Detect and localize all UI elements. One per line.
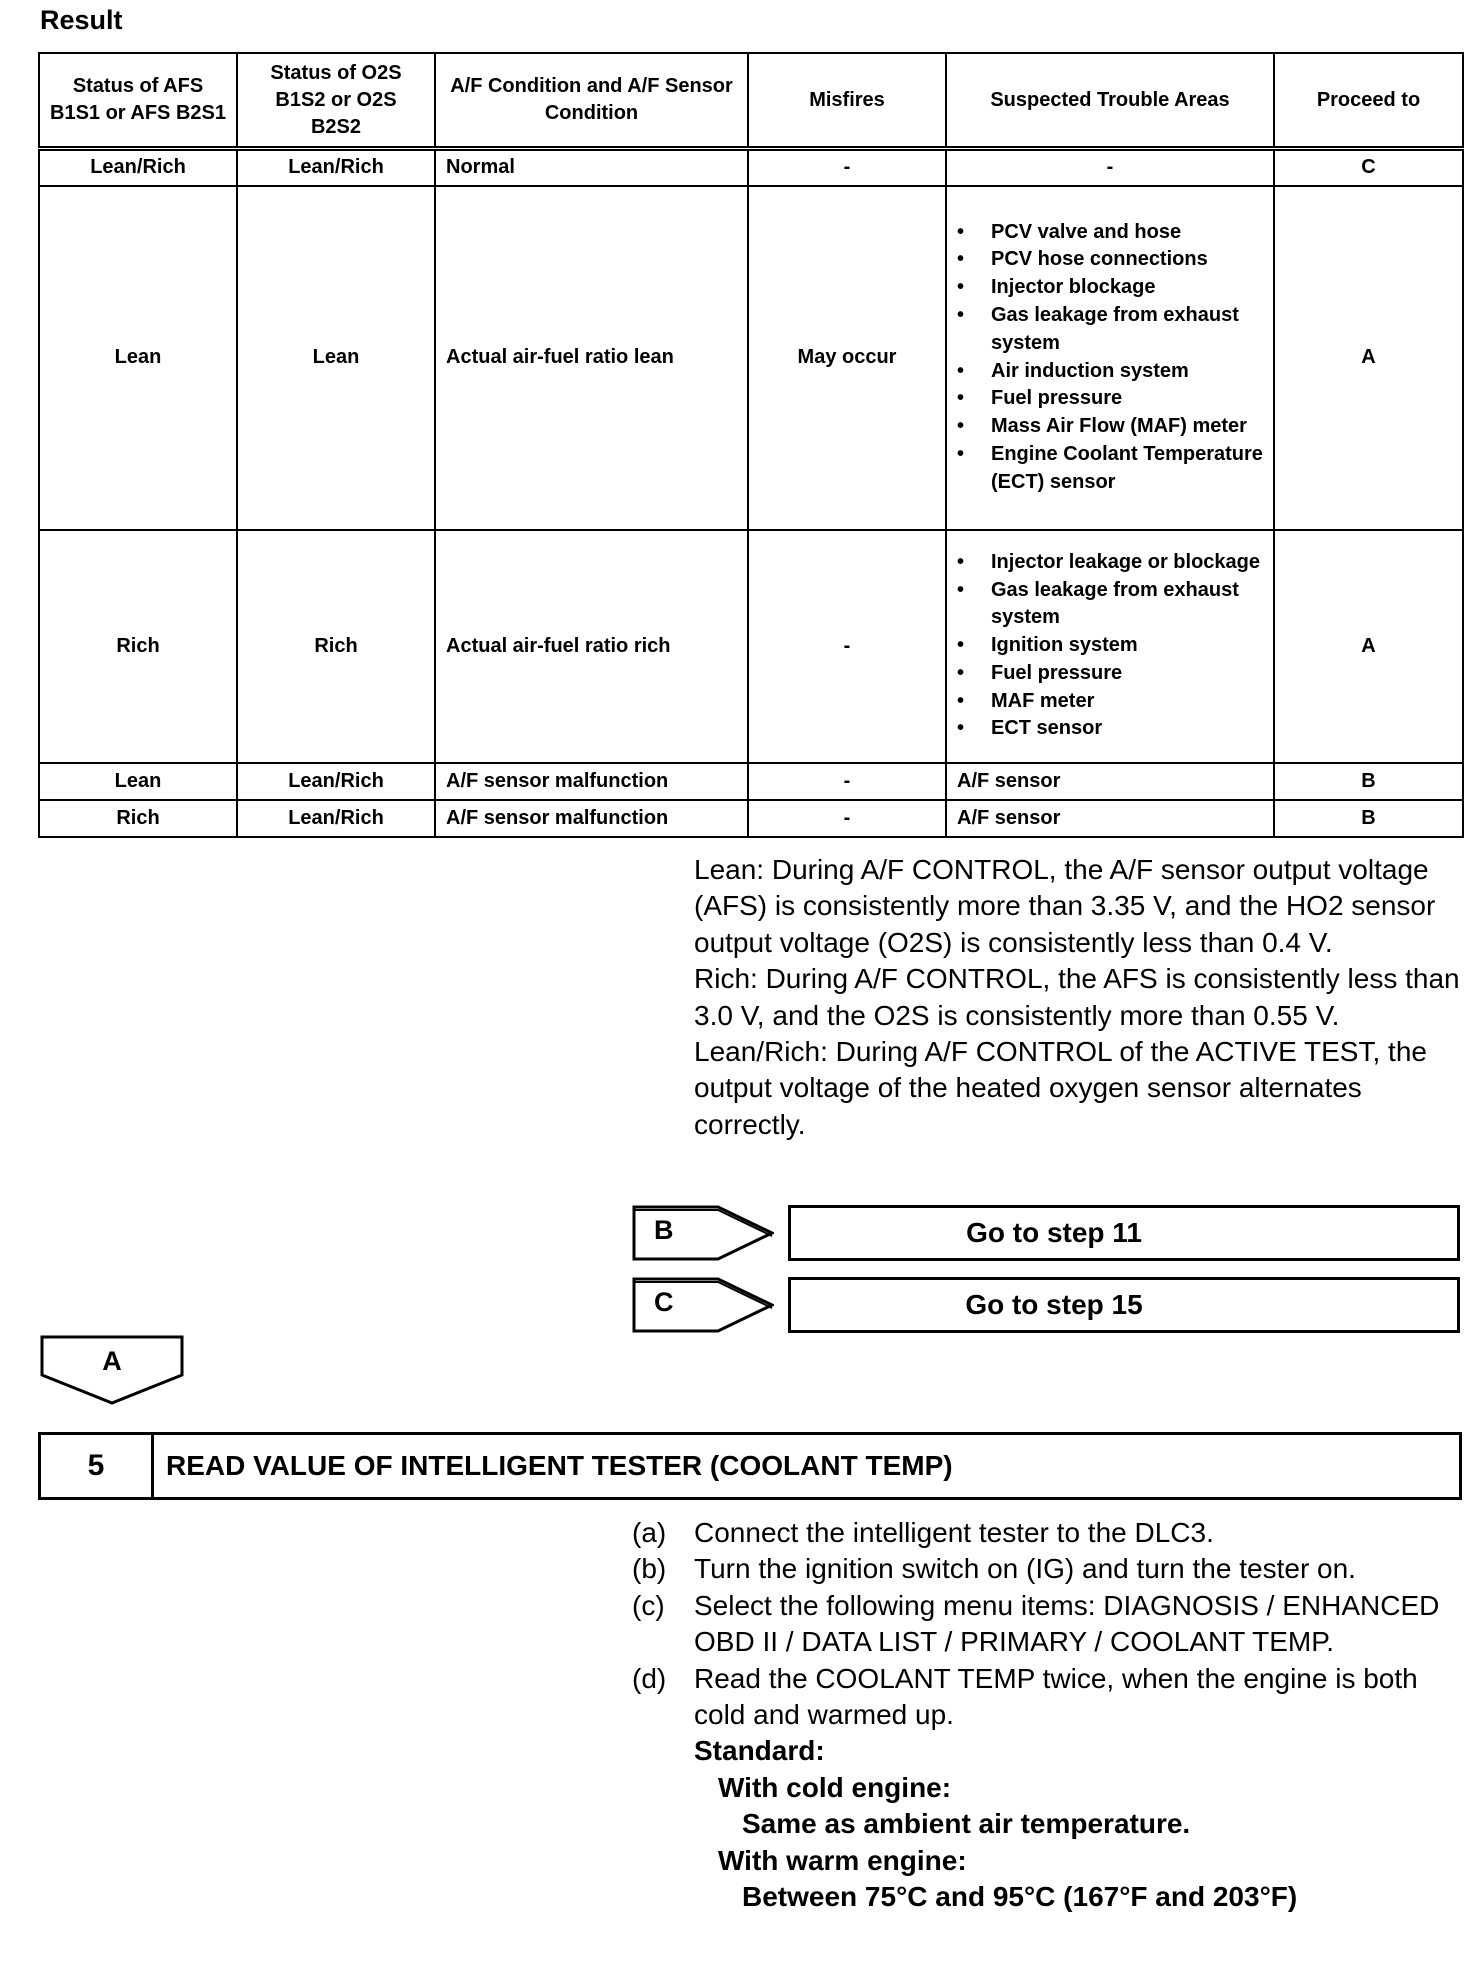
step-header [38,1432,1462,1500]
list-item: • Air induction system [991,358,1263,386]
cell-o2s: Lean/Rich [237,800,435,837]
step-instructions [632,1515,1462,1915]
cell-afs: Lean/Rich [39,149,237,186]
list-item [632,1515,1462,1551]
list-item [632,1661,1462,1734]
list-item: • Injector leakage or blockage [991,549,1263,577]
warm-engine-label: With warm engine: [718,1844,967,1876]
cell-afs: Rich [39,530,237,763]
list-item: • Gas leakage from exhaust system [991,577,1263,633]
col-header-afs: Status of AFS B1S1 or AFS B2S1 [39,53,237,149]
item-text: Select the following menu items: DIAGNOSIS / ENHANCED OBD II / DATA LIST / PRIMARY / COOLANT TEMP. [694,1589,1440,1658]
branch-tag-label: C [654,1287,674,1317]
note-lean-rich: Lean/Rich: During A/F CONTROL of the ACTIVE TEST, the output voltage of the heated oxygen sensor alternates correctly. [694,1036,1427,1140]
goto-step-15-box[interactable]: Go to step 15 [788,1277,1460,1333]
table-row [39,149,1463,186]
list-item [632,1588,1462,1661]
continue-tag-label: A [102,1346,122,1376]
table-header-row [39,53,1463,149]
result-table [38,52,1464,838]
cell-areas: - [946,149,1274,186]
status-notes [694,852,1464,1143]
table-row [39,186,1463,530]
table-row [39,800,1463,837]
cell-condition: A/F sensor malfunction [435,800,748,837]
areas-list [957,549,1263,744]
list-item: • Fuel pressure [991,660,1263,688]
list-item [632,1551,1462,1587]
note-rich: Rich: During A/F CONTROL, the AFS is consistently less than 3.0 V, and the O2S is consistently more than 0.55 V. [694,963,1460,1031]
note-lean: Lean: During A/F CONTROL, the A/F sensor output voltage (AFS) is consistently more than 3.35 V, and the HO2 sensor output voltage (O2S) is consistently less than 0.4 V. [694,854,1436,958]
cell-proceed: A [1274,186,1463,530]
cell-proceed: C [1274,149,1463,186]
cell-proceed: B [1274,800,1463,837]
cell-o2s: Lean/Rich [237,763,435,800]
cell-misfires: - [748,763,946,800]
cell-proceed: B [1274,763,1463,800]
cold-engine-value: Same as ambient air temperature. [742,1808,1191,1840]
cell-afs: Lean [39,186,237,530]
step-number: 5 [41,1435,154,1497]
list-item: • PCV hose connections [991,246,1263,274]
cell-o2s: Rich [237,530,435,763]
cell-misfires: - [748,149,946,186]
list-item: • Fuel pressure [991,385,1263,413]
list-item: • MAF meter [991,688,1263,716]
cell-areas [946,186,1274,530]
cell-misfires: - [748,530,946,763]
item-text: Connect the intelligent tester to the DLC3. [694,1517,1214,1548]
cell-condition: Actual air-fuel ratio lean [435,186,748,530]
item-label: (b) [632,1553,667,1585]
continue-tag-a[interactable] [40,1335,184,1407]
list-item: • PCV valve and hose [991,219,1263,247]
cold-engine-label: With cold engine: [718,1771,952,1803]
item-label: (a) [632,1517,667,1548]
step-title: READ VALUE OF INTELLIGENT TESTER (COOLANT TEMP) [166,1450,953,1481]
list-item: • Mass Air Flow (MAF) meter [991,413,1263,441]
list-item: • Gas leakage from exhaust system [991,302,1263,358]
warm-engine-value: Between 75°C and 95°C (167°F and 203°F) [742,1881,1298,1913]
cell-afs: Lean [39,763,237,800]
item-text: Turn the ignition switch on (IG) and turn the tester on. [694,1553,1356,1585]
goto-step-11-box[interactable]: Go to step 11 [788,1205,1460,1261]
cell-areas: A/F sensor [946,800,1274,837]
table-row [39,530,1463,763]
branch-tag-label: B [654,1215,674,1245]
cell-o2s: Lean/Rich [237,149,435,186]
col-header-areas: Suspected Trouble Areas [946,53,1274,149]
cell-afs: Rich [39,800,237,837]
areas-list [957,219,1263,497]
cell-o2s: Lean [237,186,435,530]
cell-condition: Actual air-fuel ratio rich [435,530,748,763]
cell-condition: A/F sensor malfunction [435,763,748,800]
standard-block [694,1733,1462,1915]
branch-tag-c[interactable] [632,1277,774,1333]
cell-condition: Normal [435,149,748,186]
item-label: (c) [632,1589,665,1621]
item-text: Read the COOLANT TEMP twice, when the engine is both cold and warmed up. [694,1662,1418,1731]
col-header-proceed: Proceed to [1274,53,1463,149]
cell-misfires: May occur [748,186,946,530]
col-header-misfires: Misfires [748,53,946,149]
table-row [39,763,1463,800]
cell-proceed: A [1274,530,1463,763]
cell-areas: A/F sensor [946,763,1274,800]
list-item: • Injector blockage [991,274,1263,302]
col-header-condition: A/F Condition and A/F Sensor Condition [435,53,748,149]
branch-tag-b[interactable] [632,1205,774,1261]
list-item: • ECT sensor [991,715,1263,743]
list-item: • Engine Coolant Temperature (ECT) sensor [991,441,1263,497]
cell-areas [946,530,1274,763]
cell-misfires: - [748,800,946,837]
standard-heading: Standard: [694,1735,825,1767]
list-item: • Ignition system [991,632,1263,660]
col-header-o2s: Status of O2S B1S2 or O2S B2S2 [237,53,435,149]
result-heading: Result [40,5,123,35]
item-label: (d) [632,1662,667,1694]
